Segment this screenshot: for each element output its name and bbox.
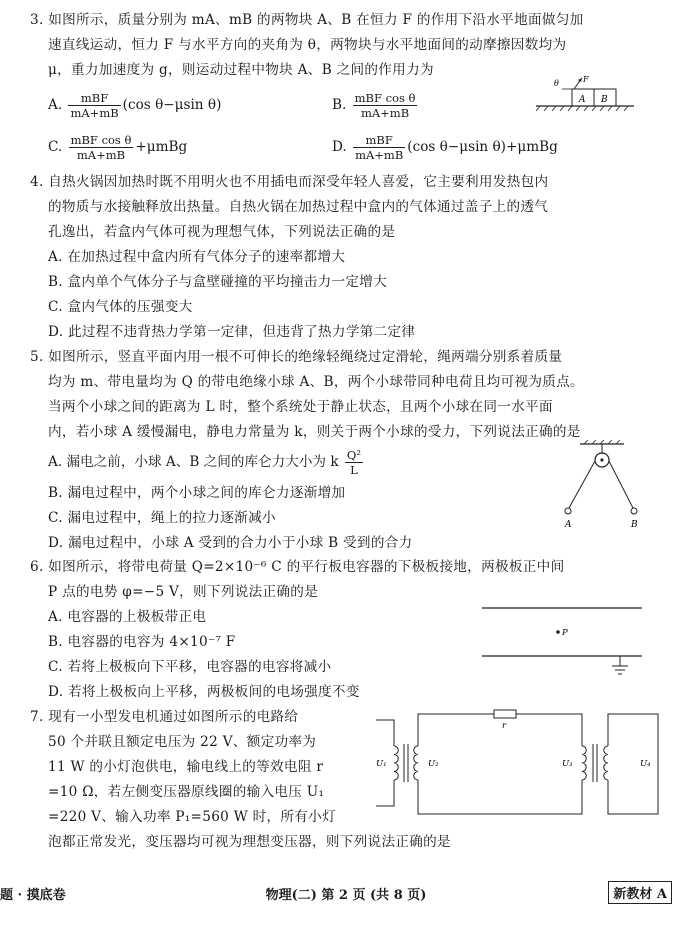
q5-line-1: 5. 如图所示，竖直平面内用一根不可伸长的绝缘轻绳绕过定滑轮，绳两端分别系着质量 — [30, 349, 563, 365]
q3-option-b-label: B. — [332, 97, 347, 113]
q7-u1-label: U₁ — [376, 759, 387, 769]
q7-resistor — [494, 710, 516, 718]
q7-circuit-wires — [376, 714, 658, 814]
q5-ball-b — [631, 508, 637, 514]
q3-option-d-tail: (cos θ−μsin θ)+μmBg — [407, 139, 558, 155]
q5-option-a-numerator: Q² — [346, 448, 361, 462]
q3-force-label: F — [583, 75, 589, 84]
q7-line-3: 11 W 的小灯泡供电，输电线上的等效电阻 r — [48, 759, 324, 775]
q5-line-2: 均为 m、带电量均为 Q 的带电绝缘小球 A、B，两个小球带同种电荷且均可视为质点。 — [48, 374, 584, 390]
q7-circuit-diagram — [372, 706, 672, 824]
page-footer — [0, 880, 692, 906]
q3-option-b-numerator: mBF cos θ — [354, 91, 416, 105]
q3-option-a-tail: (cos θ−μsin θ) — [122, 97, 222, 113]
q7-line-5: =220 V、输入功率 P₁=560 W 时，所有小灯 — [48, 809, 336, 825]
q6-point-p — [556, 630, 560, 634]
q7-resistor-label: r — [502, 721, 507, 731]
q5-option-a-fraction — [345, 448, 363, 477]
q6-option-b: B. 电容器的电容为 4×10⁻⁷ F — [48, 634, 236, 650]
q3-option-a — [48, 91, 221, 120]
q5-rope-right — [609, 461, 633, 508]
q3-line-3: μ，重力加速度为 g，则运动过程中物块 A、B 之间的作用力为 — [48, 62, 434, 78]
q5-ball-a-label: A — [565, 520, 572, 530]
q6-capacitor-diagram — [478, 600, 646, 680]
footer-right-badge: 新教材 A — [608, 881, 672, 904]
q7-line-2: 50 个并联且额定电压为 22 V、额定功率为 — [48, 734, 317, 750]
q3-option-c-fraction — [69, 133, 134, 162]
q3-option-c-label: C. — [48, 139, 63, 155]
q3-option-d-denominator: mA+mB — [355, 148, 404, 162]
q7-u3-label: U₃ — [562, 759, 573, 769]
q3-block-b-label: B — [601, 95, 608, 105]
question-4 — [30, 170, 670, 345]
q3-option-d-fraction — [353, 133, 405, 162]
q3-line-2: 速直线运动，恒力 F 与水平方向的夹角为 θ，两物块与水平地面间的动摩擦因数均为 — [48, 37, 567, 53]
q3-option-c-denominator: mA+mB — [76, 148, 126, 162]
q3-option-a-denominator: mA+mB — [70, 106, 119, 120]
q6-option-c: C. 若将上极板向下平移，电容器的电容将减小 — [48, 659, 332, 675]
q5-line-3: 当两个小球之间的距离为 L 时，整个系统处于静止状态，且两个小球在同一水平面 — [48, 399, 553, 415]
q5-pulley-axle — [600, 458, 603, 461]
q5-rope-left — [569, 461, 595, 508]
q6-line-2: P 点的电势 φ=−5 V，则下列说法正确的是 — [48, 584, 319, 600]
q3-option-b-fraction — [353, 91, 418, 120]
q3-option-a-fraction — [68, 91, 120, 120]
q3-option-b — [332, 91, 419, 120]
q4-line-3: 孔逸出，若盒内气体可视为理想气体，下列说法正确的是 — [48, 224, 396, 240]
q3-option-b-denominator: mA+mB — [360, 106, 410, 120]
q5-pulley-diagram — [554, 440, 654, 532]
footer-center: 物理(二) 第 2 页 (共 8 页) — [265, 888, 427, 903]
q3-block-diagram — [534, 74, 640, 114]
q6-option-d: D. 若将上极板向上平移，两极板间的电场强度不变 — [48, 684, 360, 700]
q4-line-1: 4. 自热火锅因加热时既不用明火也不用插电而深受年轻人喜爱，它主要利用发热包内 — [30, 174, 549, 190]
q3-option-c — [48, 133, 187, 162]
q6-point-p-label: P — [562, 628, 568, 638]
q6-line-1: 6. 如图所示，将带电荷量 Q=2×10⁻⁶ C 的平行板电容器的下极板接地，两极板正中间 — [30, 559, 565, 575]
q5-option-a-text: A. 漏电之前，小球 A、B 之间的库仑力大小为 k — [48, 454, 339, 470]
q5-option-a-denominator: L — [350, 463, 358, 477]
q3-block-a-label: A — [579, 95, 586, 105]
q7-transformer-right — [582, 744, 608, 782]
q4-option-a: A. 在加热过程中盒内所有气体分子的速率都增大 — [48, 249, 346, 265]
q7-line-6: 泡都正常发光，变压器均可视为理想变压器，则下列说法正确的是 — [48, 834, 451, 850]
q7-line-4: =10 Ω，若左侧变压器原线圈的输入电压 U₁ — [48, 784, 325, 800]
q3-ground-hatching — [536, 106, 628, 111]
q5-option-b: B. 漏电过程中，两个小球之间的库仑力逐渐增加 — [48, 485, 346, 501]
question-3 — [30, 8, 670, 83]
q4-option-d: D. 此过程不违背热力学第一定律，但违背了热力学第二定律 — [48, 324, 416, 340]
q3-option-c-tail: +μmBg — [135, 139, 188, 155]
q4-line-2: 的物质与水接触释放出热量。自热火锅在加热过程中盒内的气体通过盖子上的透气 — [48, 199, 549, 215]
q7-line-1: 7. 现有一小型发电机通过如图所示的电路给 — [30, 709, 299, 725]
q3-line-1: 3. 如图所示，质量分别为 mA、mB 的两物块 A、B 在恒力 F 的作用下沿水平地面做匀加 — [30, 12, 584, 28]
q5-ball-a — [565, 508, 571, 514]
q3-theta-label: θ — [554, 79, 559, 88]
q7-u2-label: U₂ — [428, 759, 439, 769]
question-5 — [30, 345, 670, 445]
q5-line-4: 内，若小球 A 缓慢漏电，静电力常量为 k，则关于两个小球的受力，下列说法正确的是 — [48, 424, 581, 440]
q3-option-d — [332, 133, 558, 162]
q4-option-c: C. 盒内气体的压强变大 — [48, 299, 193, 315]
q3-option-c-numerator: mBF cos θ — [70, 133, 132, 147]
q5-ceiling-hatching — [584, 440, 620, 444]
q7-transformer-left — [394, 744, 418, 782]
q4-option-b: B. 盒内单个气体分子与盒壁碰撞的平均撞击力一定增大 — [48, 274, 388, 290]
q5-option-c: C. 漏电过程中，绳上的拉力逐渐减小 — [48, 510, 276, 526]
q5-option-d: D. 漏电过程中，小球 A 受到的合力小于小球 B 受到的合力 — [48, 535, 413, 551]
q3-option-d-numerator: mBF — [353, 133, 405, 148]
q7-u4-label: U₄ — [640, 759, 651, 769]
q6-option-a: A. 电容器的上极板带正电 — [48, 609, 207, 625]
q3-option-a-numerator: mBF — [68, 91, 120, 106]
q5-ball-b-label: B — [631, 520, 638, 530]
q3-option-a-label: A. — [48, 97, 63, 113]
q3-option-d-label: D. — [332, 139, 347, 155]
footer-left: 题 · 摸底卷 — [0, 888, 66, 903]
q5-option-a — [48, 448, 365, 477]
